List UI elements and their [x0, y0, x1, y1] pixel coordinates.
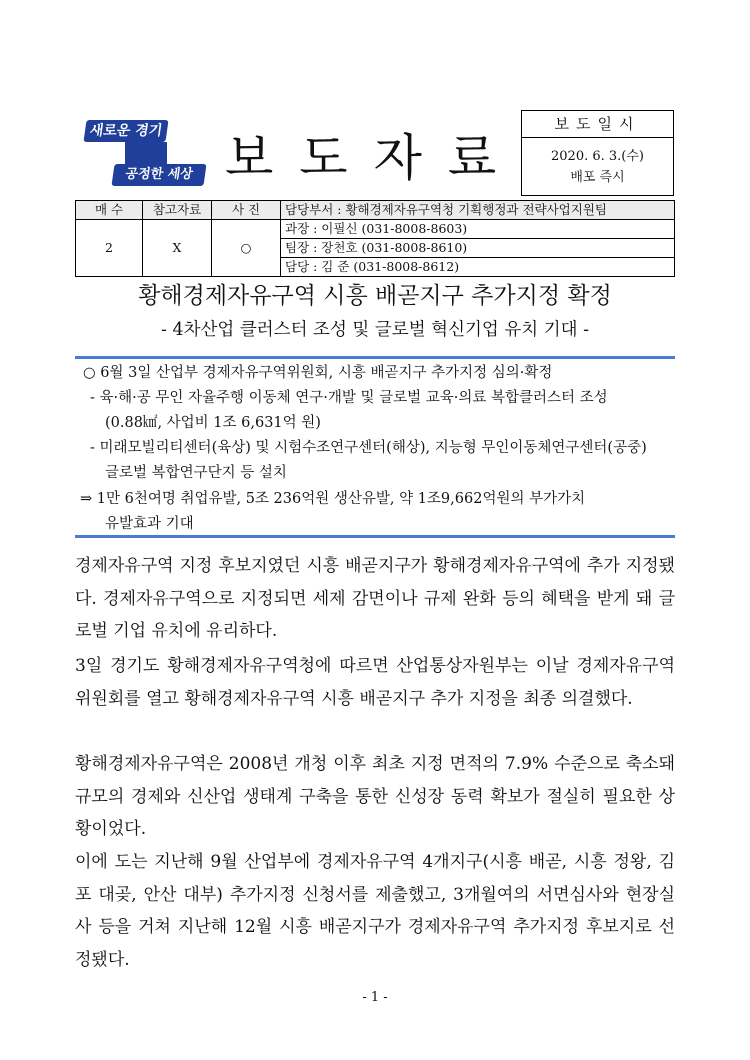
logo-block-shape — [125, 142, 167, 164]
reference-value: X — [143, 220, 212, 277]
summary-item: ○ 6월 3일 산업부 경제자유구역위원회, 시흥 배곧지구 추가지정 심의·확정 — [83, 365, 553, 381]
body-paragraph: 이에 도는 지난해 9월 산업부에 경제자유구역 4개지구(시흥 배곧, 시흥 정왕, 김포 대곶, 안산 대부) 추가지정 신청서를 제출했고, 3개월여의 서면심사와 현장실사 등을 거쳐 지난해 12월 시흥 배곧지구가 경제자유구역 추가지정 후보지로 선정됐다. — [75, 852, 675, 970]
contact-staff: 담당 : 김 준 (031-8008-8612) — [281, 258, 675, 277]
release-info-box — [521, 110, 674, 196]
photo-value: ○ — [212, 220, 281, 277]
info-table-row — [76, 220, 675, 239]
summary-item: 유발효과 기대 — [105, 516, 194, 532]
release-timing: 배포 즉시 — [570, 170, 625, 185]
info-table — [75, 200, 675, 277]
logo-text-line1: 새로운 경기 — [83, 120, 168, 142]
subheadline: - 4차산업 클러스터 조성 및 글로벌 혁신기업 유치 기대 - — [160, 320, 590, 340]
gyeonggi-logo — [85, 120, 205, 190]
header-department: 담당부서 : 황해경제자유구역청 기획행정과 전략사업지원팀 — [281, 201, 675, 220]
body-paragraph: 경제자유구역 지정 후보지였던 시흥 배곧지구가 황해경제자유구역에 추가 지정됐다. 경제자유구역으로 지정되면 세제 감면이나 규제 완화 등의 혜택을 받게 돼 글로벌 기업 유치에 유리하다. — [75, 556, 675, 641]
body-paragraph: 3일 경기도 황해경제자유구역청에 따르면 산업통상자원부는 이날 경제자유구역위원회를 열고 황해경제자유구역 시흥 배곧지구 추가 지정을 최종 의결했다. — [75, 656, 675, 709]
summary-item: - 육·해·공 무인 자율주행 이동체 연구·개발 및 글로벌 교육·의료 복합클러스터 조성 — [90, 390, 608, 406]
info-table-header-row — [76, 201, 675, 220]
header-pages: 매 수 — [76, 201, 143, 220]
header-reference: 참고자료 — [143, 201, 212, 220]
header-photo: 사 진 — [212, 201, 281, 220]
pages-value: 2 — [76, 220, 143, 277]
contact-manager: 과장 : 이필신 (031-8008-8603) — [281, 220, 675, 239]
summary-item: (0.88㎢, 사업비 1조 6,631억 원) — [105, 415, 321, 431]
page-title: 보도자료 — [225, 129, 523, 187]
release-heading: 보도일시 — [522, 111, 673, 138]
summary-item: - 미래모빌리티센터(육상) 및 시험수조연구센터(해상), 지능형 무인이동체연구센터(공중) — [90, 440, 647, 456]
body-paragraph: 황해경제자유구역은 2008년 개청 이후 최초 지정 면적의 7.9% 수준으로 축소돼 규모의 경제와 신산업 생태계 구축을 통한 신성장 동력 확보가 절실히 필요한 상황이었다. — [75, 754, 675, 839]
summary-item: 글로벌 복합연구단지 등 설치 — [105, 465, 287, 481]
summary-item: ⇒ 1만 6천여명 취업유발, 5조 236억원 생산유발, 약 1조9,662억원의 부가가치 — [80, 491, 586, 507]
logo-text-line2: 공정한 세상 — [111, 164, 206, 186]
page-number: - 1 - — [362, 990, 388, 1005]
release-date: 2020. 6. 3.(수) — [551, 149, 644, 164]
contact-team-leader: 팀장 : 장천호 (031-8008-8610) — [281, 239, 675, 258]
summary-box — [75, 356, 675, 538]
headline: 황해경제자유구역 시흥 배곧지구 추가지정 확정 — [138, 283, 612, 309]
